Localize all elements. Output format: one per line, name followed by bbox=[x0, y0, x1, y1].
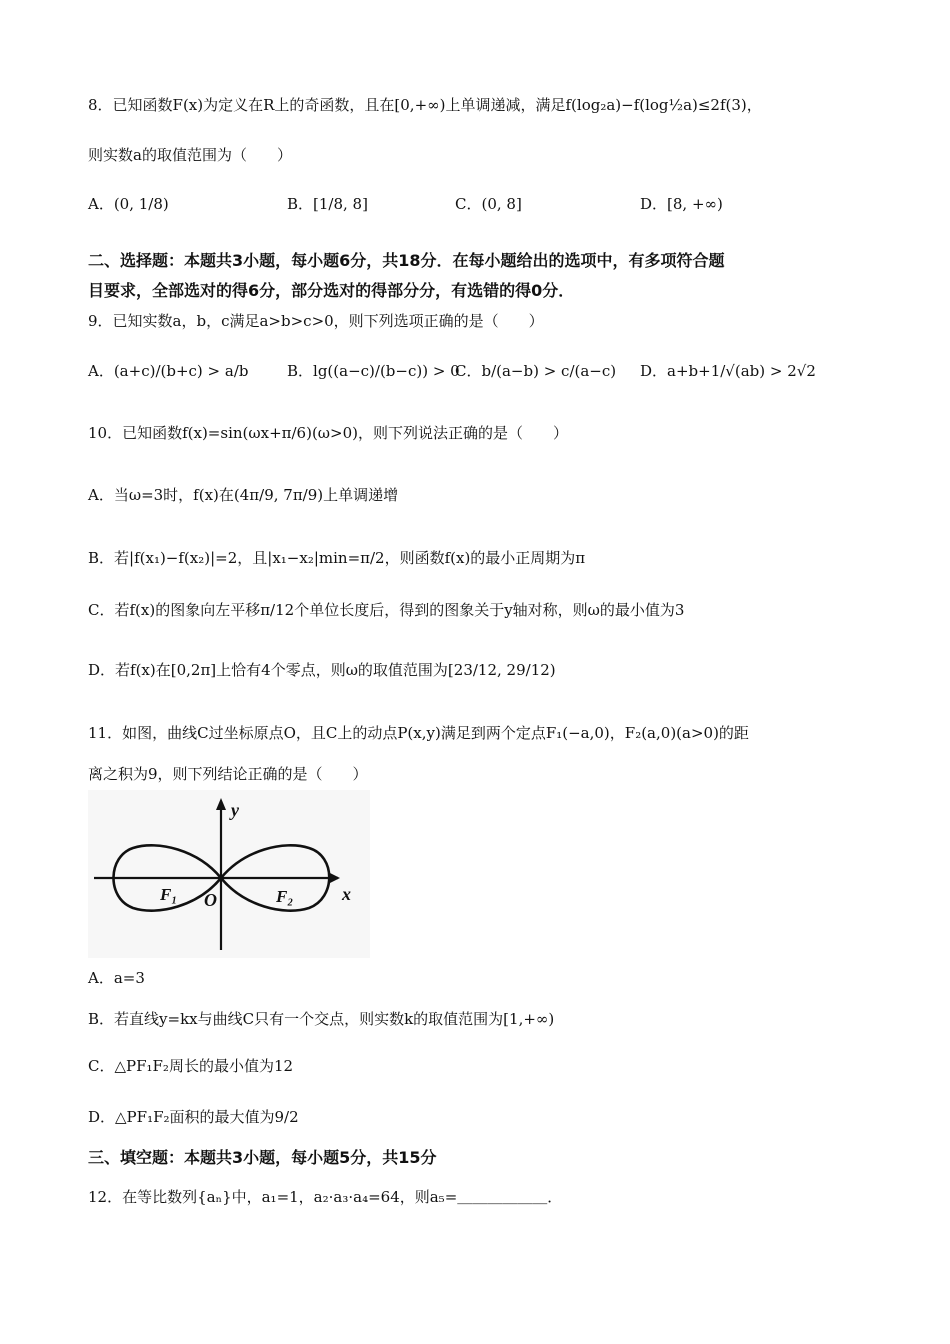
q8-option-a: A．(0, 1/8) bbox=[88, 195, 169, 213]
q9-option-b: B．lg((a−c)/(b−c)) > 0 bbox=[287, 362, 460, 380]
q10-option-a: A．当ω=3时，f(x)在(4π/9, 7π/9)上单调递增 bbox=[88, 486, 399, 504]
f1-label: F₁ bbox=[160, 885, 178, 904]
q8-stem bbox=[88, 96, 762, 114]
q8-text: 8．已知函数F(x)为定义在R上的奇函数，且在[0,+∞)上单调递减，满足f(log₂a)−f(log½a)≤2f(3)， bbox=[88, 96, 762, 114]
q8-stem-cont: 则实数a的取值范围为（ ） bbox=[88, 146, 292, 164]
q8-option-c: C．(0, 8] bbox=[455, 195, 522, 213]
q11-option-b: B．若直线y=kx与曲线C只有一个交点，则实数k的取值范围为[1,+∞) bbox=[88, 1010, 555, 1028]
y-axis-label: y bbox=[231, 800, 239, 820]
q10-option-b: B．若|f(x₁)−f(x₂)|=2，且|x₁−x₂|min=π/2，则函数f(x)的最小正周期为π bbox=[88, 549, 586, 567]
section-3-heading: 三、填空题：本题共3小题，每小题5分，共15分 bbox=[88, 1148, 437, 1167]
q11-option-c: C．△PF₁F₂周长的最小值为12 bbox=[88, 1057, 294, 1075]
q10-option-d: D．若f(x)在[0,2π]上恰有4个零点，则ω的取值范围为[23/12, 29/12) bbox=[88, 661, 556, 679]
q12-stem: 12．在等比数列{aₙ}中，a₁=1，a₂·a₃·a₄=64，则a₅=＿＿＿＿＿＿． bbox=[88, 1188, 563, 1206]
x-axis-label: x bbox=[342, 884, 351, 904]
q8-option-d: D．[8, +∞) bbox=[640, 195, 723, 213]
f2-label: F₂ bbox=[276, 887, 294, 906]
q9-stem: 9．已知实数a，b，c满足a>b>c>0，则下列选项正确的是（ ） bbox=[88, 312, 544, 330]
q9-option-d: D．a+b+1/√(ab) > 2√2 bbox=[640, 362, 816, 380]
lemniscate-figure bbox=[88, 790, 370, 958]
q8-option-b: B．[1/8, 8] bbox=[287, 195, 368, 213]
section-2-heading-line2: 目要求，全部选对的得6分，部分选对的得部分分，有选错的得0分． bbox=[88, 281, 575, 300]
q11-stem: 11．如图，曲线C过坐标原点O，且C上的动点P(x,y)满足到两个定点F₁(−a,0)，F₂(a,0)(a>0)的距 bbox=[88, 724, 749, 742]
q9-option-c: C．b/(a−b) > c/(a−c) bbox=[455, 362, 617, 380]
q10-stem: 10．已知函数f(x)=sin(ωx+π/6)(ω>0)，则下列说法正确的是（ ） bbox=[88, 424, 568, 442]
q11-option-a: A．a=3 bbox=[88, 969, 145, 987]
q11-stem-cont: 离之积为9，则下列结论正确的是（ ） bbox=[88, 765, 368, 783]
q9-option-a: A．(a+c)/(b+c) > a/b bbox=[88, 362, 249, 380]
origin-label: O bbox=[204, 890, 217, 910]
q11-option-d: D．△PF₁F₂面积的最大值为9/2 bbox=[88, 1108, 299, 1126]
section-2-heading-line1: 二、选择题：本题共3小题，每小题6分，共18分．在每小题给出的选项中，有多项符合题 bbox=[88, 251, 725, 270]
q10-option-c: C．若f(x)的图象向左平移π/12个单位长度后，得到的图象关于y轴对称，则ω的最小值为3 bbox=[88, 601, 685, 619]
